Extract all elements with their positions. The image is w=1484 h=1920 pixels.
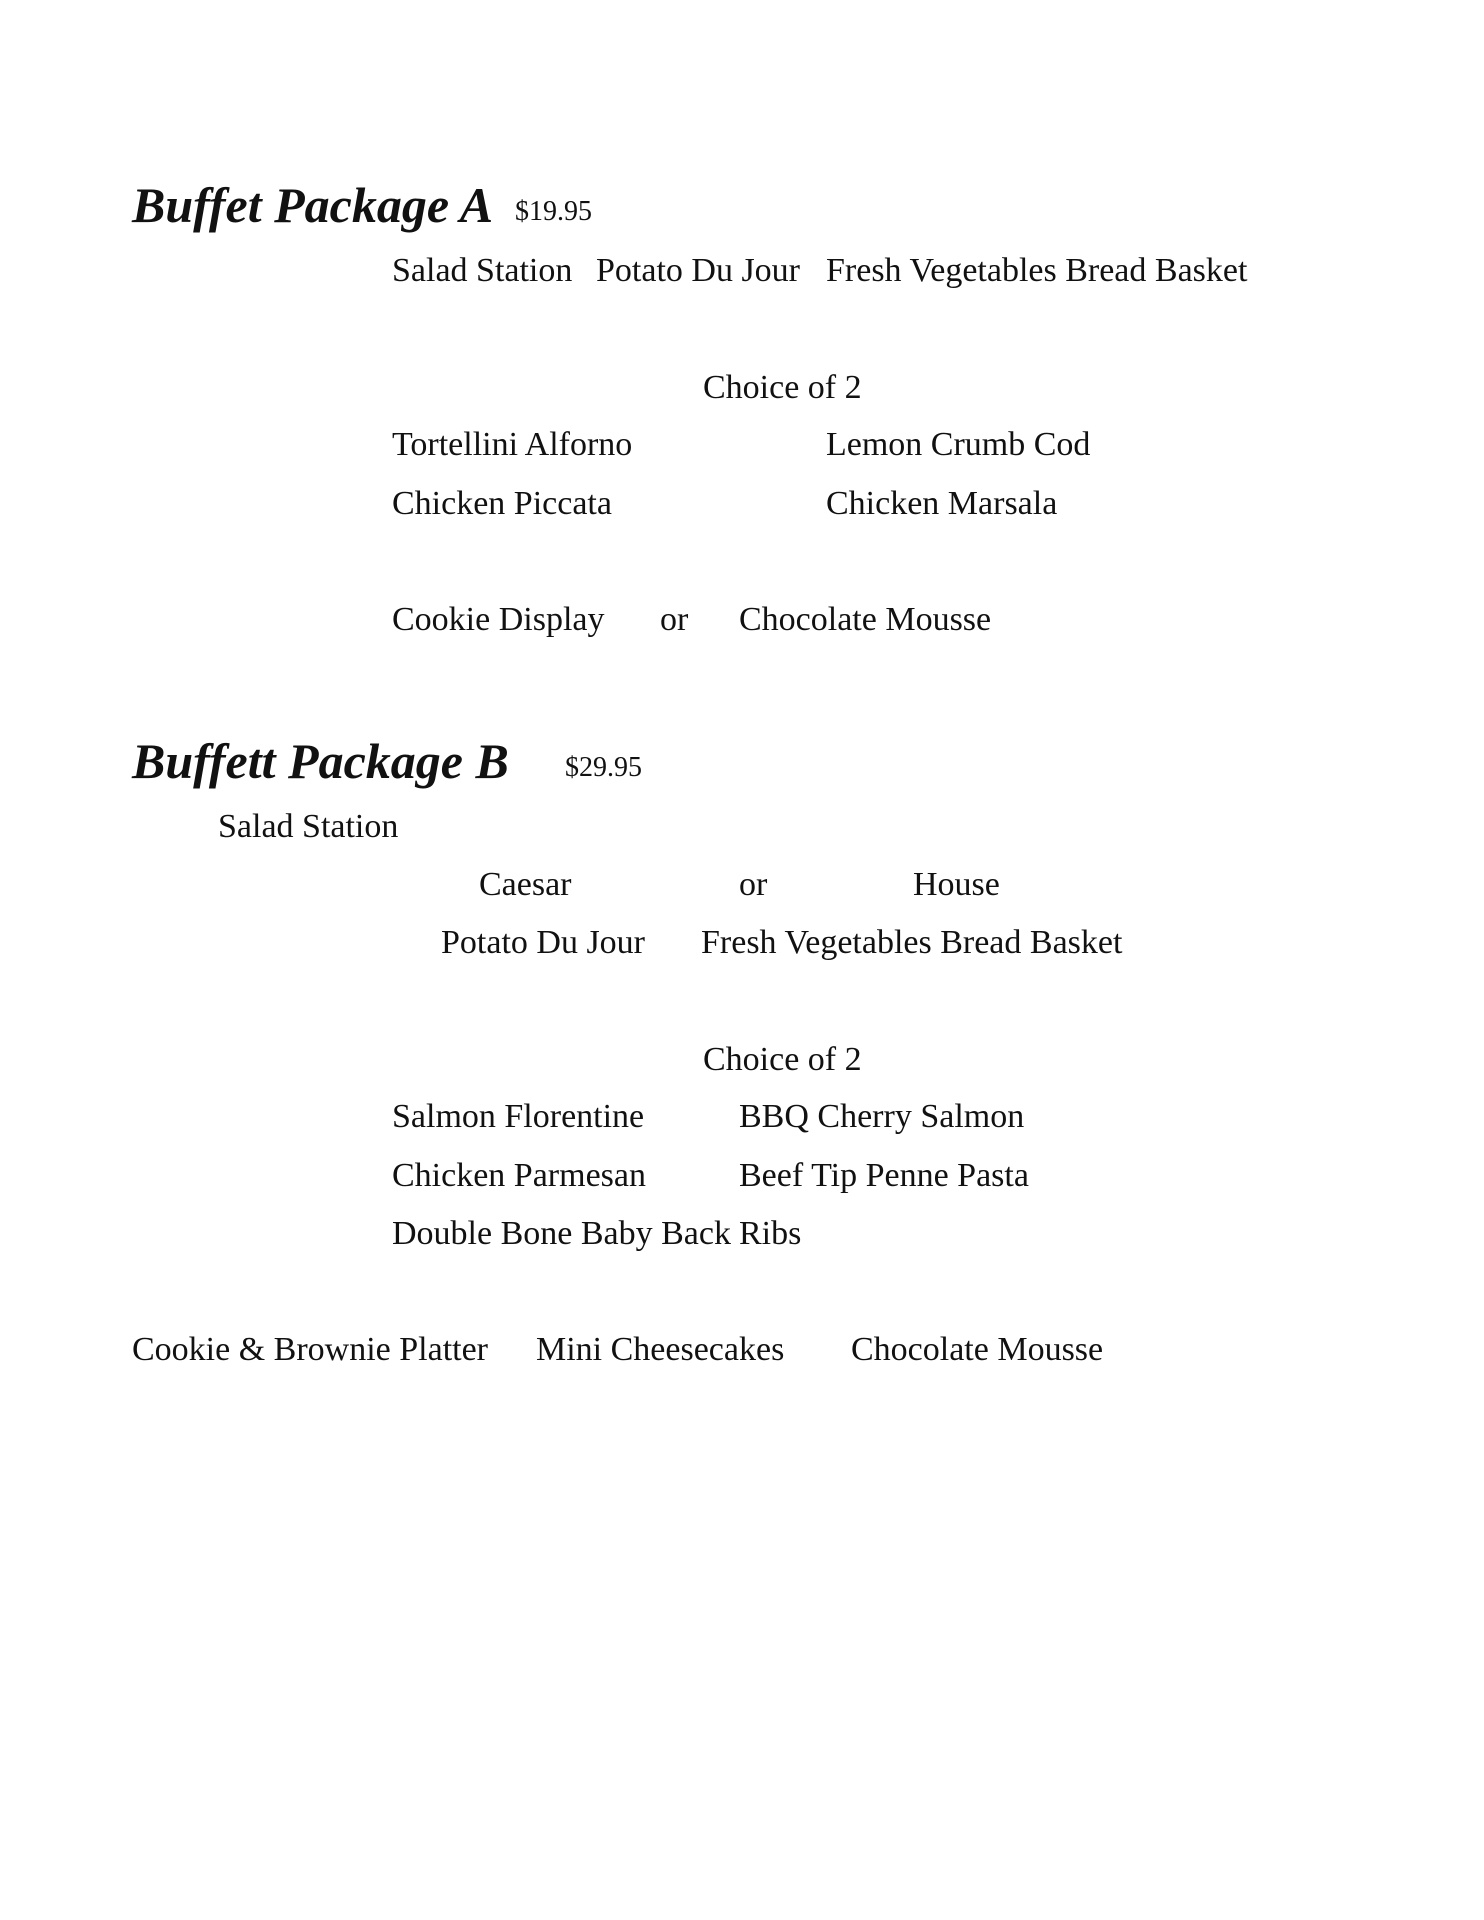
package-b-entree: BBQ Cherry Salmon xyxy=(739,1098,1025,1135)
package-b-price: $29.95 xyxy=(565,752,642,783)
package-b-entree: Beef Tip Penne Pasta xyxy=(739,1157,1029,1194)
package-a-side-vegetables: Fresh Vegetables Bread Basket xyxy=(826,252,1248,289)
package-b-dessert: Mini Cheesecakes xyxy=(536,1331,785,1368)
package-b-title: Buffett Package B xyxy=(132,733,509,789)
package-a-choice-label: Choice of 2 xyxy=(703,369,862,406)
package-b-entree: Salmon Florentine xyxy=(392,1098,645,1135)
package-b-entree: Double Bone Baby Back xyxy=(392,1215,731,1252)
package-b-salad-label: Salad Station xyxy=(218,808,399,845)
package-b-entree: Ribs xyxy=(739,1215,802,1252)
package-b-dessert: Cookie & Brownie Platter xyxy=(132,1331,489,1368)
package-a-title: Buffet Package A xyxy=(132,177,494,233)
package-b-side-vegetables: Fresh Vegetables Bread Basket xyxy=(701,924,1123,961)
package-a-side-salad: Salad Station xyxy=(392,252,573,289)
package-a-dessert-or: or xyxy=(660,601,689,638)
package-a-entree: Tortellini Alforno xyxy=(392,426,633,463)
package-b-side-potato: Potato Du Jour xyxy=(441,924,645,961)
package-a-entree: Lemon Crumb Cod xyxy=(826,426,1091,463)
package-a-dessert-option: Chocolate Mousse xyxy=(739,601,992,638)
package-b-entree: Chicken Parmesan xyxy=(392,1157,646,1194)
package-a-price: $19.95 xyxy=(515,196,592,227)
package-b-dessert: Chocolate Mousse xyxy=(851,1331,1104,1368)
package-b-choice-label: Choice of 2 xyxy=(703,1041,862,1078)
package-a-side-potato: Potato Du Jour xyxy=(596,252,800,289)
package-b-salad-option: House xyxy=(913,866,1000,903)
package-a-entree: Chicken Piccata xyxy=(392,485,612,522)
package-a-entree: Chicken Marsala xyxy=(826,485,1058,522)
package-a-dessert-option: Cookie Display xyxy=(392,601,605,638)
package-b-salad-or: or xyxy=(739,866,768,903)
package-b-salad-option: Caesar xyxy=(479,866,572,903)
